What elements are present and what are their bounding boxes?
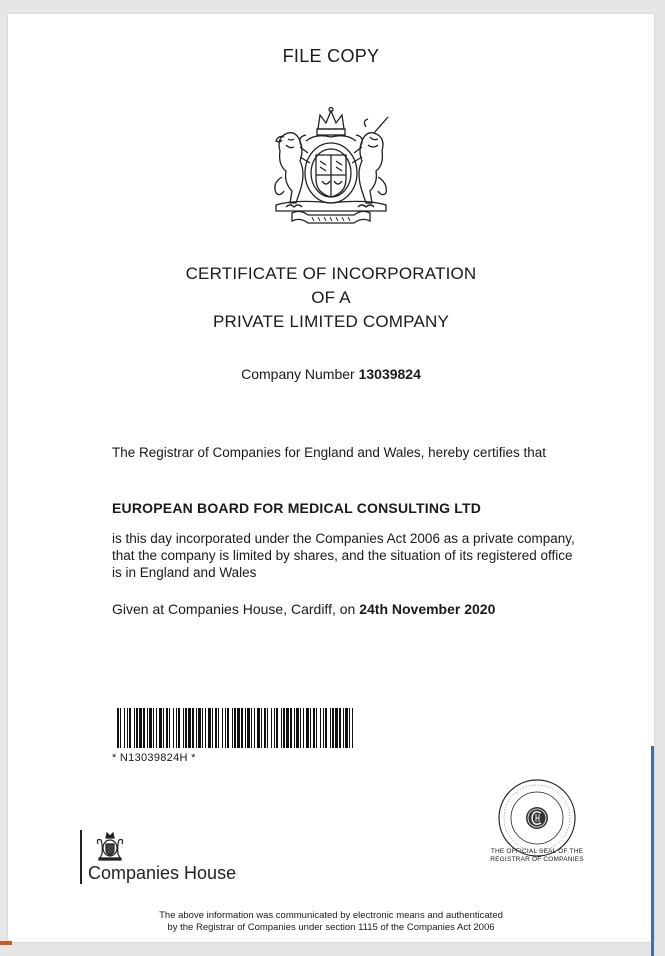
barcode-stripe bbox=[349, 708, 350, 748]
barcode-stripe bbox=[225, 708, 226, 748]
barcode-stripe bbox=[166, 708, 168, 748]
seal-caption-line-1: THE OFFICIAL SEAL OF THE bbox=[490, 848, 584, 855]
barcode-stripe bbox=[159, 708, 162, 748]
seal-caption bbox=[474, 848, 600, 864]
given-date: 24th November 2020 bbox=[359, 601, 496, 617]
barcode bbox=[117, 708, 353, 748]
barcode-stripe bbox=[176, 708, 177, 748]
companies-house-logo bbox=[80, 830, 270, 900]
barcode-stripe bbox=[339, 708, 341, 748]
barcode-stripe bbox=[188, 708, 191, 748]
barcode-stripe bbox=[276, 708, 278, 748]
barcode-stripe bbox=[129, 708, 131, 748]
barcode-stripe bbox=[271, 708, 272, 748]
barcode-stripe bbox=[323, 708, 324, 748]
barcode-stripe bbox=[335, 708, 338, 748]
incorporation-statement: is this day incorporated under the Companies Act 2006 as a private company, that the company is limited by shares, and the situation of its registered office is in England and Wales bbox=[112, 531, 575, 580]
seal-caption-line-2: REGISTRAR OF COMPANIES bbox=[490, 856, 584, 863]
official-seal-icon bbox=[492, 778, 582, 858]
given-at-prefix: Given at Companies House, Cardiff, on bbox=[112, 601, 356, 617]
barcode-stripe bbox=[169, 708, 170, 748]
barcode-stripe bbox=[313, 708, 315, 748]
barcode-stripe bbox=[267, 708, 268, 748]
barcode-stripe bbox=[290, 708, 292, 748]
company-name: EUROPEAN BOARD FOR MEDICAL CONSULTING LTD bbox=[112, 500, 482, 516]
registrar-intro: The Registrar of Companies for England and Wales, hereby certifies that bbox=[112, 445, 546, 460]
logo-bar bbox=[80, 830, 82, 884]
barcode-stripe bbox=[134, 708, 135, 748]
barcode-stripe bbox=[294, 708, 295, 748]
barcode-stripe bbox=[343, 708, 344, 748]
companies-house-name: Companies House bbox=[88, 863, 237, 883]
barcode-stripe bbox=[320, 708, 321, 748]
barcode-stripe bbox=[124, 708, 125, 748]
certificate-page bbox=[8, 14, 654, 942]
footer-line-1: The above information was communicated by electronic means and authenticated bbox=[159, 910, 503, 921]
barcode-stripe bbox=[215, 708, 217, 748]
barcode-stripe bbox=[300, 708, 301, 748]
footer-line-2: by the Registrar of Companies under section 1115 of the Companies Act 2006 bbox=[167, 922, 495, 933]
barcode-stripe bbox=[332, 708, 334, 748]
barcode-stripe bbox=[245, 708, 246, 748]
barcode-stripe bbox=[234, 708, 236, 748]
barcode-stripe bbox=[198, 708, 201, 748]
barcode-stripe bbox=[120, 708, 121, 748]
barcode-stripe bbox=[306, 708, 309, 748]
barcode-stripe bbox=[153, 708, 154, 748]
barcode-stripe bbox=[178, 708, 180, 748]
barcode-stripe bbox=[156, 708, 157, 748]
barcode-stripe bbox=[173, 708, 174, 748]
file-copy-heading: FILE COPY bbox=[282, 46, 380, 66]
bottom-edge-accent bbox=[0, 941, 12, 945]
barcode-stripe bbox=[264, 708, 266, 748]
barcode-text: * N13039824H * bbox=[112, 752, 196, 764]
barcode-stripe bbox=[286, 708, 289, 748]
barcode-stripe bbox=[274, 708, 275, 748]
barcode-stripe bbox=[227, 708, 229, 748]
company-number bbox=[8, 366, 654, 382]
barcode-stripe bbox=[136, 708, 138, 748]
barcode-stripe bbox=[205, 708, 206, 748]
barcode-stripe bbox=[316, 708, 317, 748]
barcode-stripe bbox=[117, 708, 119, 748]
barcode-stripe bbox=[185, 708, 187, 748]
barcode-stripe bbox=[330, 708, 331, 748]
barcode-stripe bbox=[296, 708, 299, 748]
barcode-stripe bbox=[352, 708, 353, 748]
barcode-stripe bbox=[281, 708, 282, 748]
title-line-3: PRIVATE LIMITED COMPANY bbox=[212, 312, 450, 331]
authentication-footer bbox=[8, 910, 654, 934]
barcode-stripe bbox=[183, 708, 184, 748]
barcode-stripe bbox=[303, 708, 304, 748]
barcode-stripe bbox=[139, 708, 142, 748]
royal-crest-small-icon bbox=[94, 832, 126, 862]
barcode-stripe bbox=[212, 708, 213, 748]
barcode-stripe bbox=[163, 708, 164, 748]
title-line-2: OF A bbox=[311, 288, 351, 307]
barcode-stripe bbox=[147, 708, 148, 748]
barcode-stripe bbox=[127, 708, 128, 748]
barcode-stripe bbox=[325, 708, 327, 748]
barcode-stripe bbox=[261, 708, 262, 748]
certificate-title bbox=[8, 262, 654, 334]
barcode-stripe bbox=[208, 708, 211, 748]
barcode-stripe bbox=[283, 708, 285, 748]
barcode-stripe bbox=[143, 708, 145, 748]
barcode-stripe bbox=[192, 708, 194, 748]
barcode-stripe bbox=[257, 708, 260, 748]
barcode-stripe bbox=[237, 708, 240, 748]
barcode-stripe bbox=[251, 708, 252, 748]
barcode-stripe bbox=[232, 708, 233, 748]
title-line-1: CERTIFICATE OF INCORPORATION bbox=[185, 264, 477, 283]
barcode-stripe bbox=[222, 708, 223, 748]
company-number-label: Company Number bbox=[241, 366, 355, 382]
royal-coat-of-arms-icon bbox=[266, 107, 396, 225]
barcode-stripe bbox=[241, 708, 243, 748]
barcode-stripe bbox=[254, 708, 255, 748]
given-at-line bbox=[112, 601, 582, 618]
barcode-stripe bbox=[218, 708, 219, 748]
barcode-stripe bbox=[310, 708, 311, 748]
barcode-stripe bbox=[247, 708, 250, 748]
barcode-stripe bbox=[149, 708, 152, 748]
barcode-stripe bbox=[196, 708, 197, 748]
barcode-stripe bbox=[202, 708, 203, 748]
barcode-stripe bbox=[345, 708, 348, 748]
company-number-value: 13039824 bbox=[358, 366, 421, 382]
right-edge-accent bbox=[651, 746, 654, 956]
